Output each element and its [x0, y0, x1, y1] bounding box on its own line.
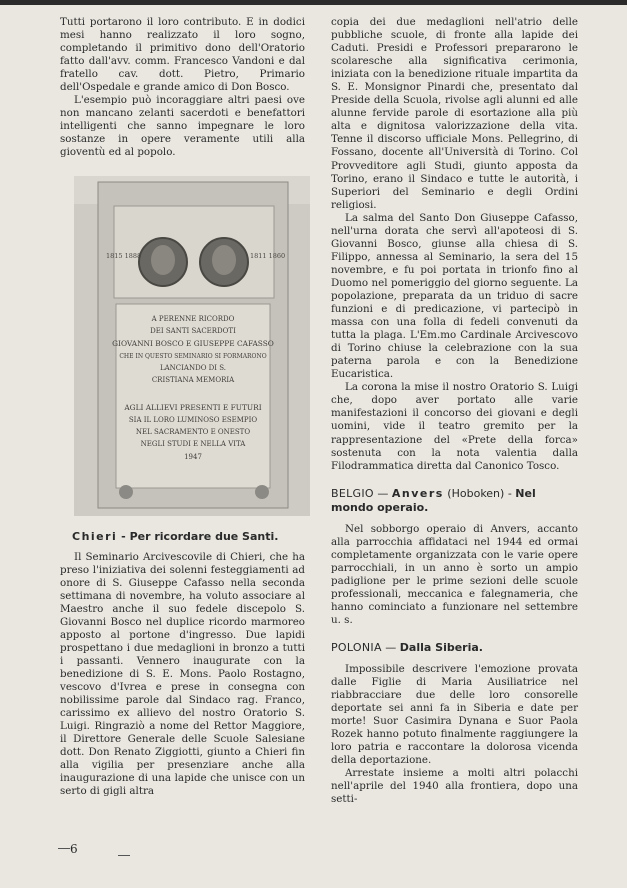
plaque-illustration [74, 176, 310, 516]
inscription-line: CRISTIANA MEMORIA [151, 375, 235, 384]
section-country: POLONIA [331, 641, 382, 655]
folio-rule-left [58, 848, 70, 849]
paragraph: copia dei due medaglioni nell'atrio delle pubbliche scuole, di fronte alla lapide dei Caduti. Presidi e Professori prepararono le scolaresche alla significativa cerimonia, iniziata con la benedizione rituale impartita da S. E. Monsignor Pinardi che, presentato dal Preside della Scuola, rivolse agli alunni ed alle alunne fervide parole di esortazione alla più alta e dignitosa valorizzazione della vita. Tenne il discorso ufficiale Mons. Pellegrino, di Fossano, docente all'Università di Torino. Col Provveditore agli Studi, giunto apposta da Torino, erano il Sindaco e tutte le autorità, i Superiori del Seminario e degli Ordini religiosi. [331, 16, 578, 211]
inscription-line: AGLI ALLIEVI PRESENTI E FUTURI [124, 402, 262, 412]
section-heading-polonia [331, 641, 578, 655]
inscription-line: GIOVANNI BOSCO E GIUSEPPE CAFASSO [112, 338, 274, 348]
plaque-date-left: 1815 1888 [106, 251, 142, 260]
section-heading-belgio [331, 487, 578, 515]
section-title: Nel mondo operaio. [331, 486, 536, 514]
inscription-line: SIA IL LORO LUMINOSO ESEMPIO [128, 415, 258, 424]
section-district: (Hoboken) - [443, 486, 516, 500]
paragraph: Il Seminario Arcivescovile di Chieri, che ha preso l'iniziativa dei solenni festeggiamenti ad onore di S. Giuseppe Cafasso nella seconda settimana di novembre, ha voluto associare al Maestro anche il suo fedele discepolo S. Giovanni Bosco nel duplice ricordo marmoreo apposto al portone d'ingresso. Due lapidi prospettano i due medaglioni in bronzo a tutti i passanti. Vennero inaugurate con la benedizione di S. E. Mons. Paolo Rostagno, vescovo d'Ivrea e prese in consegna con nobilissime parole dal Sindaco rag. Franco, carissimo ex allievo del nostro Oratorio S. Luigi. Ringraziò a nome del Rettor Maggiore, il Direttore Generale delle Scuole Salesiane dott. Don Renato Ziggiotti, giunto a Chieri fin alla vigilia per presenziare anche alla inaugurazione di una lapide che unisce con un serto di gigli altra [60, 550, 305, 798]
memorial-plaque-photo [74, 176, 310, 516]
inscription-line: CHE IN QUESTO SEMINARIO SI FORMARONO [119, 352, 267, 360]
plaque-date-right: 1811 1860 [250, 251, 286, 260]
right-column [331, 16, 578, 807]
paragraph: Impossibile descrivere l'emozione provata dalle Figlie di Maria Ausiliatrice nel riabbracciare due delle loro consorelle deportate sei anni fa in Siberia e date per morte! Suor Casimira Dynana e Suor Paola Rozek hanno potuto finalmente raggiungere la loro patria e raccontare la dolorosa vicenda della deportazione. [331, 663, 578, 767]
caption-separator: - [117, 529, 130, 543]
inscription-line: 1947 [184, 452, 202, 461]
inscription-line: NEGLI STUDI E NELLA VITA [140, 439, 246, 448]
page-number: 6 [70, 842, 78, 856]
section-city: Anvers [391, 486, 444, 500]
section-title: Dalla Siberia. [399, 641, 483, 655]
paragraph: L'esempio può incoraggiare altri paesi ove non mancano zelanti sacerdoti e benefattori intelligenti che sanno impegnare le loro sostanze in opere veramente utili alla gioventù ed al popolo. [60, 94, 305, 159]
caption-place: Chieri [72, 529, 118, 543]
section-dash: — [373, 486, 392, 500]
photo-caption [72, 530, 305, 543]
folio-rule-right [118, 855, 130, 856]
top-edge-bar [0, 0, 627, 5]
paragraph: Tutti portarono il loro contributo. E in dodici mesi hanno realizzato il loro sogno, completando il primitivo dono dell'Oratorio fatto dall'avv. comm. Francesco Vandoni e dal fratello cav. dott. Pietro, Primario dell'Ospedale e grande amico di Don Bosco. [60, 16, 305, 94]
inscription-line: A PERENNE RICORDO [151, 314, 235, 323]
inscription-line: NEL SACRAMENTO E ONESTO [135, 427, 251, 436]
inscription-line: DEI SANTI SACERDOTI [150, 326, 236, 335]
paragraph: Arrestate insieme a molti altri polacchi nell'aprile del 1940 alla frontiera, dopo una setti- [331, 767, 578, 806]
paragraph: La salma del Santo Don Giuseppe Cafasso, nell'urna dorata che servì all'apoteosi di S. Giovanni Bosco, giunse alla chiesa di S. Filippo, annessa al Seminario, la sera del 15 novembre, e fu poi portata in trionfo fino al Duomo nel pomeriggio del giorno seguente. La popolazione, preparata da un triduo di sacre funzioni e di predicazione, vi partecipò in massa con una folla di fedeli convenuti da tutta la plaga. L'Em.mo Cardinale Arcivescovo di Torino chiuse la celebrazione con la sua paterna parola e con la Benedizione Eucaristica. [331, 211, 578, 381]
paragraph: La corona la mise il nostro Oratorio S. Luigi che, dopo aver portato alle varie manifestazioni il concorso dei giovani e degli uomini, vide il teatro gremito per la rappresentazione del «Prete della forca» sostenuta con la nota valentia dalla Filodrammatica diretta dal Canonico Tosco. [331, 381, 578, 472]
inscription-line: LANCIANDO DI S. [159, 363, 227, 372]
paragraph: Nel sobborgo operaio di Anvers, accanto alla parrocchia affidataci nel 1944 ed ormai completamente organizzata con le varie opere parrocchiali, in un anno è sorto un ampio padiglione per le prime sezioni delle scuole professionali, meccanica e falegnameria, che hanno cominciato a funzionare nel settembre u. s. [331, 522, 578, 626]
section-dash: — [381, 641, 400, 655]
caption-title: Per ricordare due Santi. [129, 529, 279, 543]
left-column [60, 16, 305, 798]
section-country: BELGIO [331, 486, 374, 500]
